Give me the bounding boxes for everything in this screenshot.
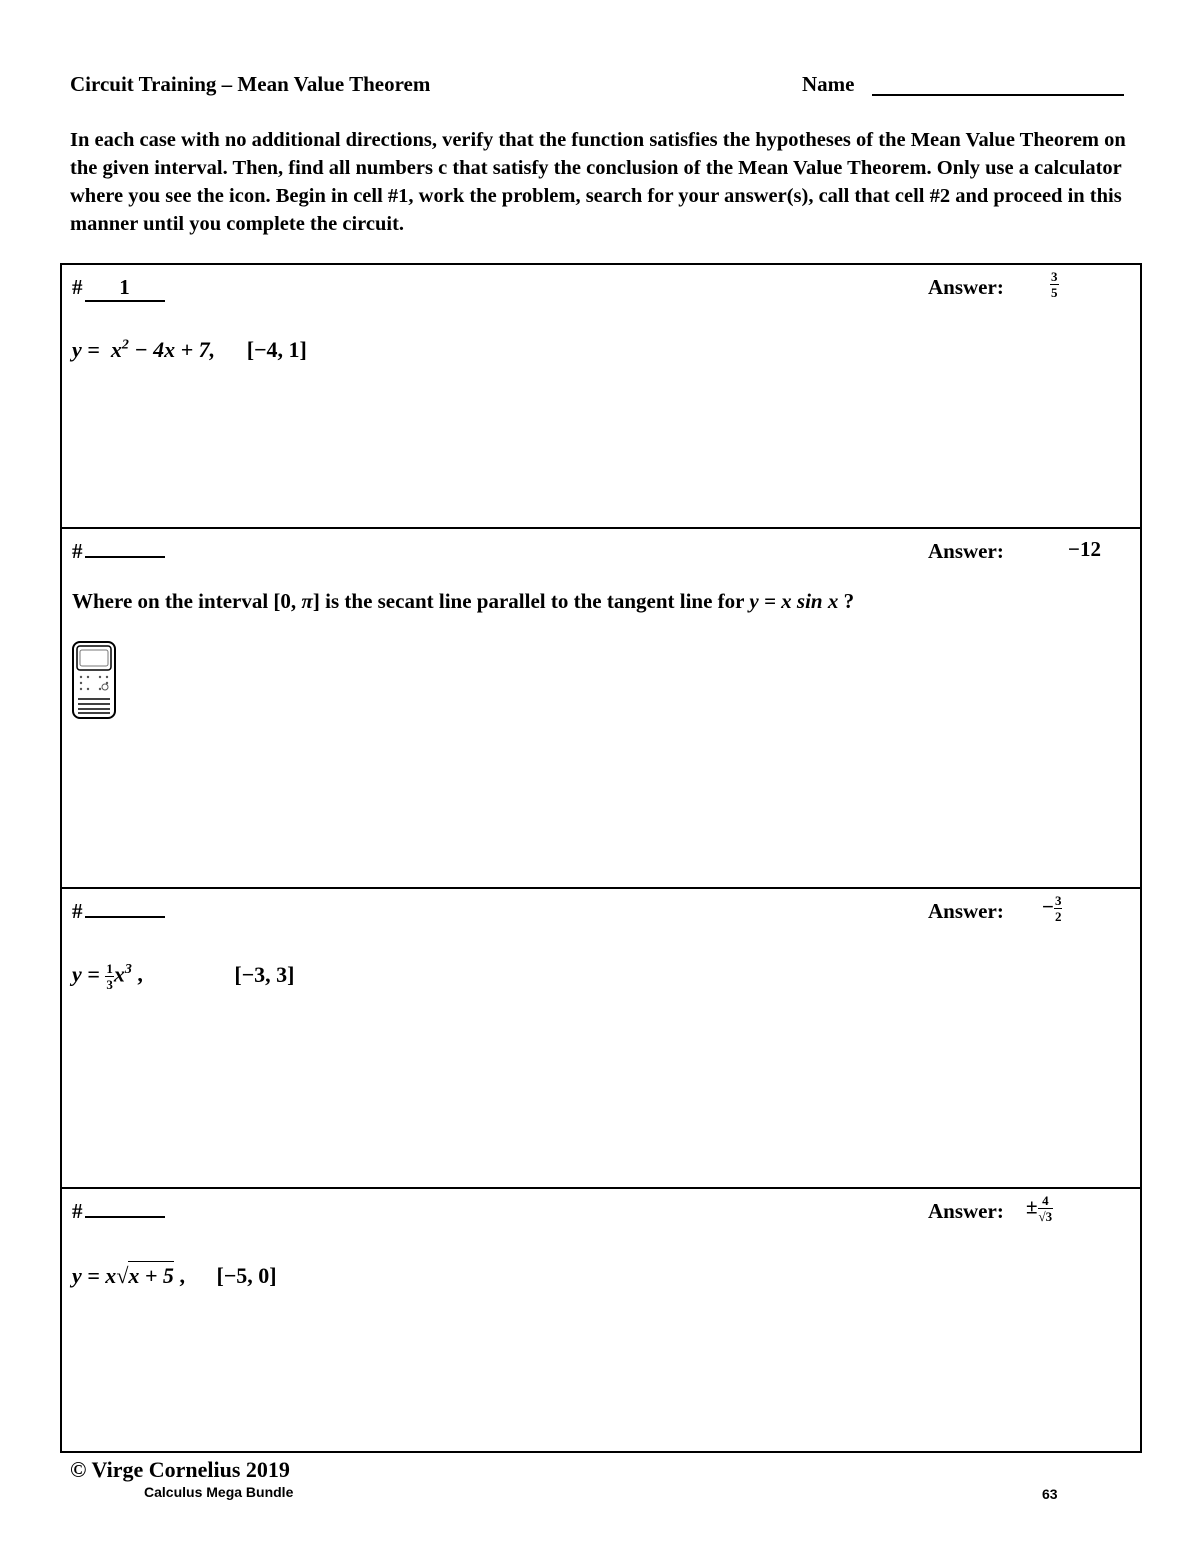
problem-expression: Where on the interval [0, π] is the secant line parallel to the tangent line for y = x sin x ? bbox=[72, 589, 855, 613]
cell-number: # bbox=[72, 539, 165, 564]
problem-expression: $y = x^2 - 4x + 7$, [−4, 1] bbox=[72, 337, 307, 362]
answer-label: Answer: bbox=[928, 275, 1004, 299]
copyright-text: © Virge Cornelius 2019 bbox=[70, 1457, 290, 1482]
answer-label: Answer: bbox=[928, 1199, 1004, 1223]
answer-value: $\frac{3}{5}$ bbox=[1051, 269, 1058, 300]
answer-label: Answer: bbox=[928, 899, 1004, 923]
cell-number: # bbox=[72, 1199, 165, 1224]
worksheet-title: Circuit Training – Mean Value Theorem bbox=[70, 72, 431, 96]
circuit-cell-1 bbox=[62, 265, 1140, 527]
circuit-cell-3 bbox=[62, 887, 1140, 1187]
answer-value: ± $\frac{4}{√3}$ bbox=[1026, 1193, 1053, 1224]
cell-number: # bbox=[72, 899, 165, 924]
cell-number-blank[interactable] bbox=[85, 556, 165, 558]
name-field-line[interactable] bbox=[872, 94, 1124, 96]
circuit-grid bbox=[60, 263, 1142, 1453]
problem-expression: y = x√x + 5 , [−5, 0] bbox=[72, 1263, 277, 1288]
circuit-cell-2 bbox=[62, 527, 1140, 887]
instructions: In each case with no additional directions, verify that the function satisfies the hypotheses of the Mean Value Theorem on the given interval. Then, find all numbers c that satisfy the conclusion of the Mean Value Theorem. Only use a calculator where you see the icon. Begin in cell #1, work the problem, search for your answer(s), call that cell #2 and proceed in this manner until you complete the circuit. bbox=[70, 129, 1126, 235]
cell-number-blank[interactable]: 1 bbox=[85, 275, 165, 302]
cell-number: # 1 bbox=[72, 275, 165, 302]
cell-number-blank[interactable] bbox=[85, 916, 165, 918]
bundle-label: Calculus Mega Bundle bbox=[144, 1484, 294, 1500]
answer-value: − $\frac{3}{2}$ bbox=[1042, 893, 1062, 924]
circuit-cell-4 bbox=[62, 1187, 1140, 1451]
page-number: 63 bbox=[1042, 1486, 1058, 1502]
problem-expression: y = $\frac{1}{3}$ $x^3$ , [−3, 3] bbox=[72, 961, 295, 992]
name-label: Name bbox=[802, 72, 855, 96]
cell-number-blank[interactable] bbox=[85, 1216, 165, 1218]
answer-value: −12 bbox=[1068, 537, 1101, 561]
answer-label: Answer: bbox=[928, 539, 1004, 563]
calculator-icon bbox=[72, 641, 116, 719]
